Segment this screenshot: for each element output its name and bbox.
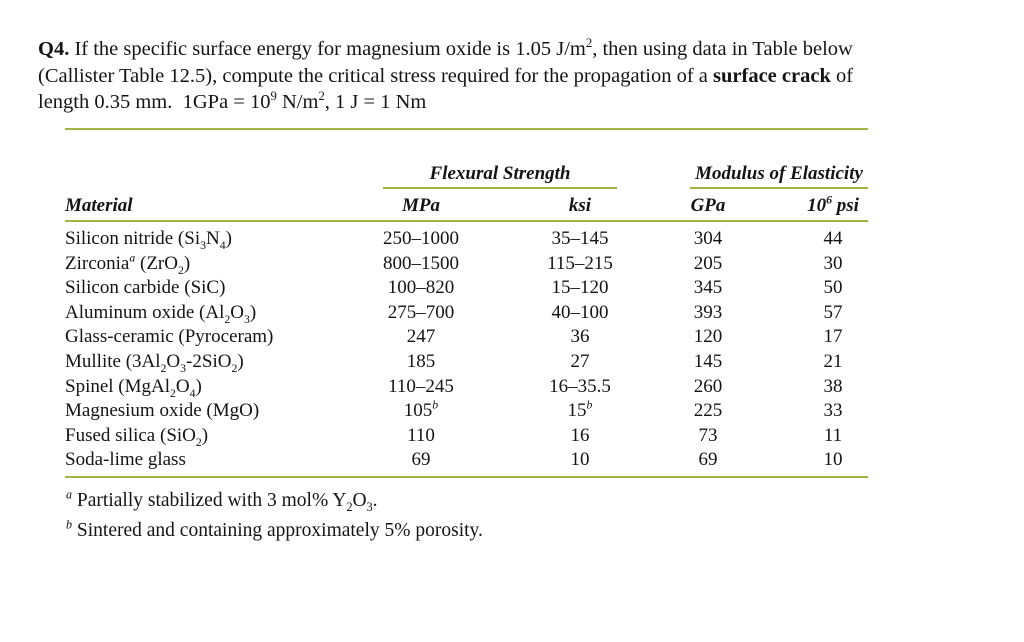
column-header-gpa: GPa (690, 195, 726, 216)
cell-psi: 50 (823, 277, 843, 299)
column-header-psi: $10^6$ psi (807, 193, 859, 216)
cell-gpa: 205 (693, 252, 723, 274)
cell-mpa: 105$^b$ (403, 398, 439, 422)
table-row (65, 252, 868, 277)
cell-psi: 17 (823, 326, 843, 348)
cell-ksi: 16 (570, 424, 590, 446)
cell-ksi: 35–145 (551, 228, 609, 249)
question-line: Q4. If the specific surface energy for magnesium oxide is 1.05 $J/m^2$, then using data in Table below (38, 36, 853, 60)
table-row (65, 448, 868, 473)
table-row (65, 350, 868, 375)
question-line: (Callister Table 12.5), compute the critical stress required for the propagation of a surface crack of (38, 64, 854, 87)
cell-material: Fused silica (SiO$_2$) (65, 424, 209, 449)
cell-ksi: 40–100 (551, 301, 609, 323)
column-header-mpa: MPa (402, 195, 440, 216)
cell-material: Spinel $(MgAl_2O_4)$ (65, 375, 202, 400)
column-header-ksi: ksi (568, 195, 592, 216)
footnotes (66, 486, 483, 545)
cell-material: Aluminum oxide $(Al_2O_3)$ (65, 301, 257, 326)
cell-ksi: 36 (570, 326, 590, 348)
cell-mpa: 185 (406, 350, 436, 372)
cell-gpa: 120 (693, 326, 723, 348)
group-header-modulus-of-elasticity: Modulus of Elasticity (690, 164, 868, 189)
cell-material: Silicon nitride $(Si_3N_4)$ (65, 228, 232, 252)
materials-table (65, 128, 868, 478)
cell-gpa: 260 (693, 375, 723, 397)
cell-mpa: 247 (406, 326, 436, 348)
table-column-header-row (65, 189, 868, 222)
cell-mpa: 69 (411, 449, 431, 471)
cell-psi: 38 (823, 375, 843, 397)
cell-psi: 21 (823, 350, 843, 372)
cell-psi: 11 (823, 424, 843, 446)
cell-ksi: 15$^b$ (567, 398, 593, 422)
cell-material: Glass-ceramic (Pyroceram) (65, 326, 274, 348)
cell-psi: 57 (823, 301, 843, 323)
question (38, 36, 998, 116)
cell-material: Mullite $(3Al_2O_3-2SiO_2)$ (65, 350, 244, 375)
table-row (65, 325, 868, 350)
table-row (65, 276, 868, 301)
cell-material: Soda-lime glass (65, 449, 186, 471)
cell-ksi: 27 (570, 350, 590, 372)
cell-psi: 33 (823, 400, 843, 422)
cell-mpa: 100–820 (387, 277, 455, 299)
question-line: length 0.35 mm. $1GPa = 10^9$ $N/m^2$, 1 J = 1 Nm (38, 89, 427, 113)
cell-gpa: 225 (693, 400, 723, 422)
cell-material: Magnesium oxide (MgO) (65, 400, 260, 422)
cell-gpa: 73 (698, 424, 718, 446)
table-row (65, 424, 868, 449)
cell-gpa: 304 (693, 228, 723, 249)
cell-psi: 10 (823, 449, 843, 471)
table-row (65, 227, 868, 252)
cell-mpa: 800–1500 (383, 252, 459, 274)
cell-mpa: 250–1000 (383, 228, 459, 249)
footnote-b: $^b$ Sintered and containing approximately 5% porosity. (66, 517, 483, 541)
cell-material: Silicon carbide (SiC) (65, 277, 226, 299)
cell-ksi: 115–215 (547, 252, 613, 274)
cell-gpa: 345 (693, 277, 723, 299)
cell-ksi: 10 (570, 449, 590, 471)
group-header-flexural-strength: Flexural Strength (383, 164, 617, 189)
cell-gpa: 69 (698, 449, 718, 471)
cell-psi: 44 (823, 228, 843, 249)
table-row (65, 399, 868, 424)
cell-ksi: 16–35.5 (549, 375, 611, 397)
cell-mpa: 110 (407, 424, 435, 446)
table-row (65, 301, 868, 326)
table-body (65, 222, 868, 478)
footnote-a: $^a$ Partially stabilized with 3 mol% $Y_2O_3$. (66, 487, 378, 514)
cell-psi: 30 (823, 252, 843, 274)
column-header-material: Material (65, 195, 133, 216)
cell-gpa: 145 (693, 350, 723, 372)
cell-material: Zirconia$^a$ (ZrO$_2$) (65, 251, 191, 277)
cell-ksi: 15–120 (551, 277, 609, 299)
table-row (65, 375, 868, 400)
cell-gpa: 393 (693, 301, 723, 323)
table-group-header-row (65, 130, 868, 189)
cell-mpa: 275–700 (387, 301, 455, 323)
cell-mpa: 110–245 (388, 375, 454, 397)
